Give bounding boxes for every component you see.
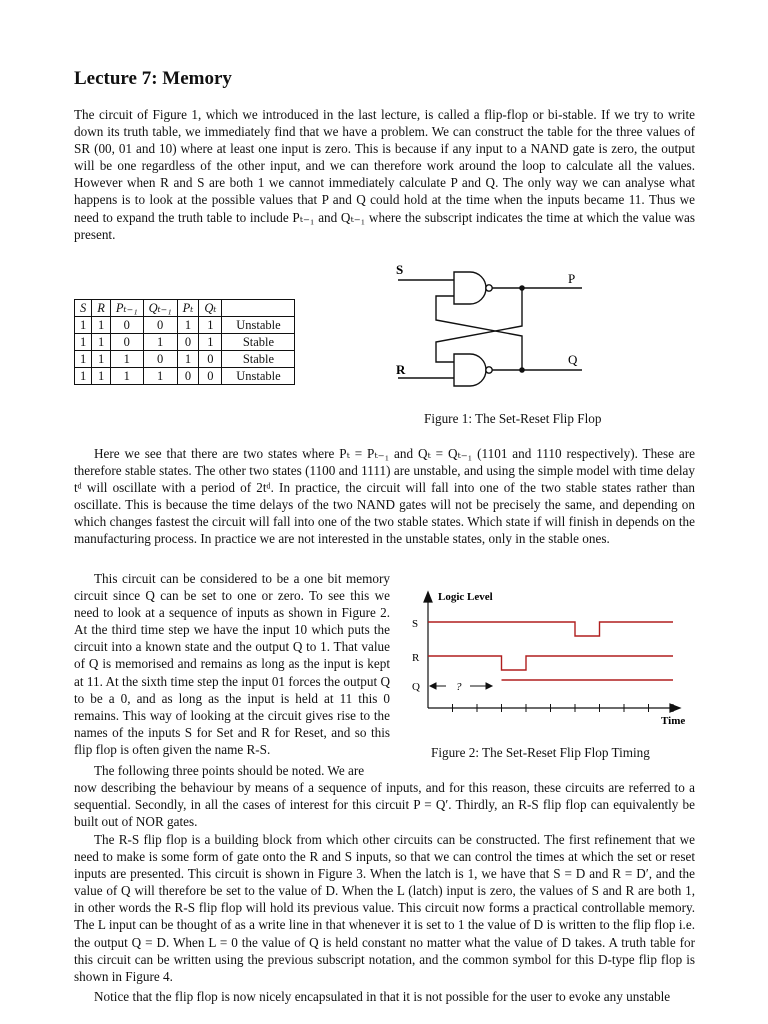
timing-diagram: [408, 586, 698, 731]
table-row: [75, 351, 295, 368]
junction-dot: [519, 285, 525, 291]
table-cell: 1: [199, 334, 222, 351]
inversion-bubble-top: [486, 285, 492, 291]
feedback-wire-q: [436, 296, 522, 370]
header-cell: [222, 300, 295, 317]
paragraph-memory: This circuit can be considered to be a one bit memory circuit since Q can be set to one or zero. To see this we need to look at a sequence of inputs as shown in Figure 2. At the third time step we have the input 10 which puts the circuit into a known state and the output Q to 1. That value of Q is memorised and remains as long as the input is kept at 11. At the sixth time step the input 01 forces the output Q to be a 0, and as long as the input is held at 11 this 0 remains. This way of looking at the circuit gives rise to the names of the inputs S for Set and R for Reset, and so this flip flop is often given the name R-S.: [74, 571, 390, 757]
signal-label-q: Q: [412, 681, 420, 693]
x-axis-arrow: [670, 704, 680, 712]
signal-label-r: R: [412, 652, 420, 664]
table-cell: 1: [75, 351, 92, 368]
table-cell: 1: [177, 351, 199, 368]
table-row: [75, 368, 295, 385]
table-cell: 0: [110, 317, 143, 334]
label-r: R: [396, 362, 406, 377]
table-cell: 1: [92, 368, 111, 385]
table-cell: 1: [143, 334, 177, 351]
figure2-caption: Figure 2: The Set-Reset Flip Flop Timing: [431, 745, 650, 760]
lecture-heading: Lecture 7: Memory: [74, 68, 232, 89]
signal-waveforms: [428, 622, 673, 680]
table-cell: 1: [177, 317, 199, 334]
figure1-caption: Figure 1: The Set-Reset Flip Flop: [424, 411, 602, 426]
table-cell: Unstable: [222, 368, 295, 385]
table-row: [75, 317, 295, 334]
table-cell: 1: [92, 317, 111, 334]
table-cell: 1: [75, 368, 92, 385]
waveform-r: [428, 656, 673, 670]
table-cell: 1: [75, 317, 92, 334]
table-cell: Stable: [222, 351, 295, 368]
signal-label-s: S: [412, 618, 419, 630]
paragraph-stable-states: Here we see that there are two states where Pₜ = Pₜ₋₁ and Qₜ = Qₜ₋₁ (1101 and 1110 respectively). These are therefore stable states. The other two states (1100 and 1111) are unstable, and using the simple model with time delay tᵈ will oscillate with a period of 2tᵈ. In practice, the circuit will fall into one of the two stable states rather than oscillate. This is because the time delays of the two NAND gates will not be precisely the same, and depending on which changes fastest the circuit will fall into one of the two stable states. Which state if will finish in depends on the manufacturing process. In practice we are not interested in the unstable states, only in the stable ones.: [74, 446, 695, 547]
y-axis-label: Logic Level: [438, 591, 493, 603]
table-cell: 0: [199, 351, 222, 368]
table-row: [75, 334, 295, 351]
feedback-wire-p: [436, 288, 522, 362]
header-cell: R: [92, 300, 111, 317]
truth-table-header: [75, 300, 295, 317]
x-axis-label: Time: [661, 715, 686, 727]
truth-table: [74, 299, 295, 385]
header-cell: Pₜ₋₁: [110, 300, 143, 317]
paragraph-notes-start: The following three points should be noted. We are: [94, 763, 365, 778]
table-cell: 1: [110, 368, 143, 385]
junction-dot: [519, 367, 525, 373]
table-cell: 1: [143, 368, 177, 385]
paragraph-intro: The circuit of Figure 1, which we introduced in the last lecture, is called a flip-flop or bi-stable. If we try to write down its truth table, we immediately find that we have a problem. We can construct the table for the three values of SR (00, 01 and 10) where at least one input is zero. This is because if any input to a NAND gate is zero, the output will be one regardless of the other input, and we can therefore work around the loop to calculate all the values. However when R and S are both 1 we cannot immediately calculate P and Q. The only way we can analyse what happens is to look at the possible values that P and Q could hold at the time when the inputs became 11. Thus we need to expand the truth table to include Pₜ₋₁ and Qₜ₋₁ where the subscript indicates the time at which the value was present.: [74, 107, 695, 242]
unknown-marker: ?: [456, 681, 462, 693]
paragraph-notes: now describing the behaviour by means of a sequence of inputs, and for this reason, these circuits are referred to a sequential. Secondly, in all the cases of interest for this circuit P = Q′. Thirdly, an R-S flip flop can equivalently be built out of NOR gates.: [74, 780, 695, 830]
unknown-arrowhead-left: [430, 683, 436, 689]
waveform-s: [428, 622, 673, 636]
table-cell: 0: [177, 368, 199, 385]
paragraph-encapsulated: Notice that the flip flop is now nicely encapsulated in that it is not possible for the user to evoke any unstable: [94, 989, 671, 1004]
table-cell: Unstable: [222, 317, 295, 334]
header-cell: Qₜ: [199, 300, 222, 317]
nand-gate-bottom: [454, 354, 486, 386]
unknown-arrowhead-right: [486, 683, 492, 689]
table-cell: 0: [177, 334, 199, 351]
table-cell: 0: [199, 368, 222, 385]
table-cell: 0: [143, 351, 177, 368]
table-cell: 0: [143, 317, 177, 334]
y-axis-arrow: [424, 592, 432, 602]
label-q: Q: [568, 352, 578, 367]
inversion-bubble-bottom: [486, 367, 492, 373]
nand-gate-top: [454, 272, 486, 304]
header-cell: Qₜ₋₁: [143, 300, 177, 317]
table-cell: 1: [92, 351, 111, 368]
header-cell: Pₜ: [177, 300, 199, 317]
label-p: P: [568, 271, 576, 286]
flip-flop-circuit-diagram: [392, 260, 592, 390]
table-cell: 1: [199, 317, 222, 334]
paragraph-latch: The R-S flip flop is a building block from which other circuits can be constructed. The first refinement that we need to make is some form of gate onto the R and S inputs, so that we can control the times at which the set or reset inputs are presented. This circuit is shown in Figure 3. When the latch is 1, we have that S = D and R = D′, and the value of Q will therefore be set to the value of D. When the L (latch) input is zero, the values of S and R are both 1, in other words the R-S flip flop will hold its previous value. This circuit now forms a practical controllable memory. The L input can be thought of as a write line in that whenever it is set to 1 the value of D is written to the flip flop i.e. the output Q = D. When L = 0 the value of Q is held constant no matter what the value of D takes. A truth table for this circuit can be written using the previous subscript notation, and the common symbol for this D-type flip flop is shown in Figure 4.: [74, 832, 695, 984]
label-s: S: [396, 262, 404, 277]
table-cell: 1: [110, 351, 143, 368]
table-cell: Stable: [222, 334, 295, 351]
table-cell: 0: [110, 334, 143, 351]
table-cell: 1: [92, 334, 111, 351]
header-cell: S: [75, 300, 92, 317]
table-cell: 1: [75, 334, 92, 351]
